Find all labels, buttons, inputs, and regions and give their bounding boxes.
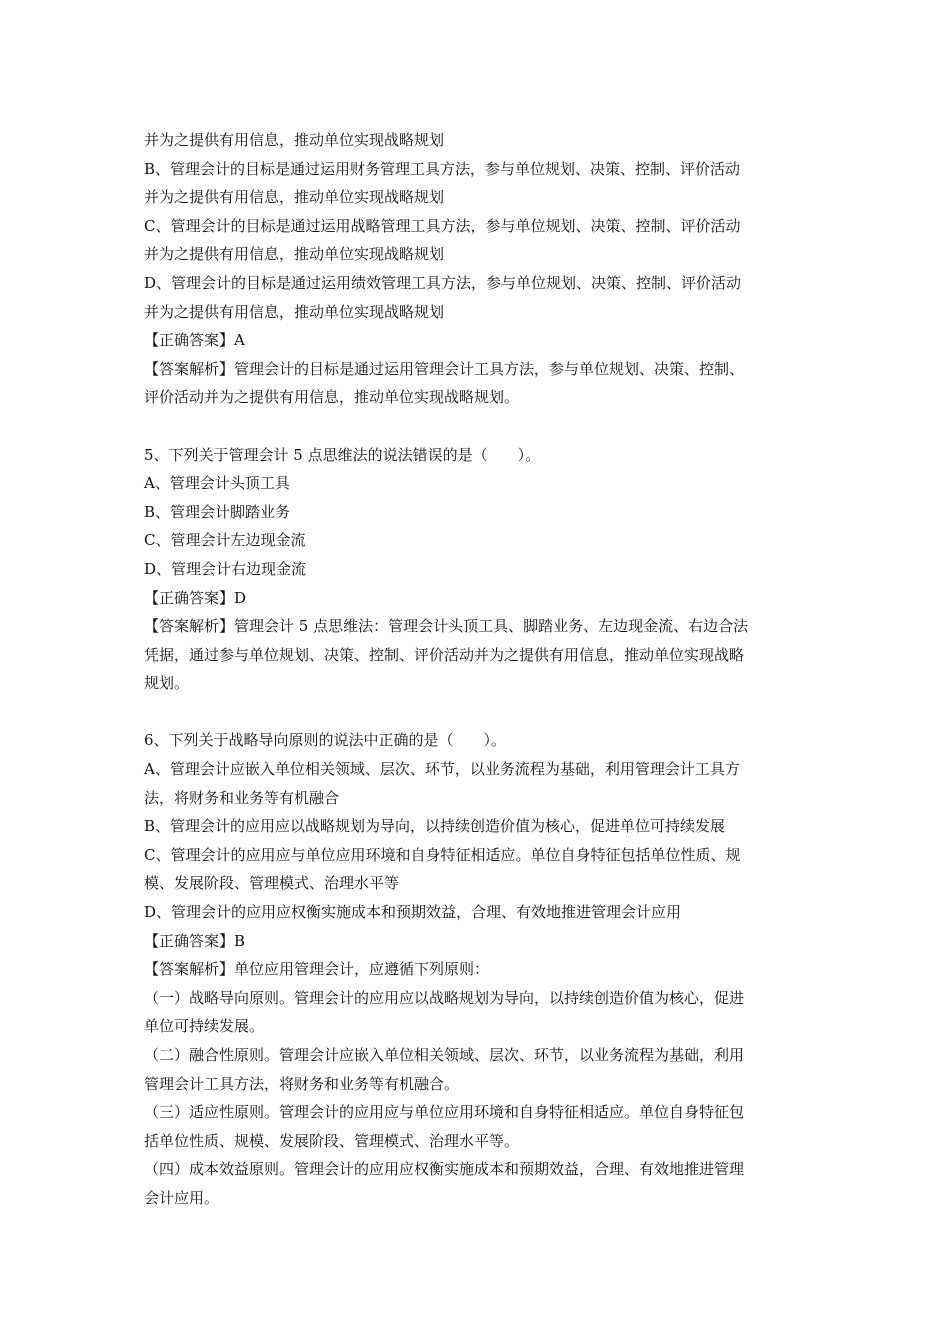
answer-explanation: 【答案解析】单位应用管理会计，应遵循下列原则：	[144, 960, 490, 979]
correct-answer: 【正确答案】B	[144, 931, 246, 950]
question-4-continued	[144, 126, 814, 412]
answer-explanation-continuation: 评价活动并为之提供有用信息，推动单位实现战略规划。	[144, 388, 520, 407]
principle-3-continuation: 括单位性质、规模、发展阶段、管理模式、治理水平等。	[144, 1131, 520, 1150]
option-a-continuation: 法，将财务和业务等有机融合	[144, 788, 340, 807]
document-page	[144, 126, 814, 1213]
principle-4: （四）成本效益原则。管理会计的应用应权衡实施成本和预期效益，合理、有效地推进管理	[144, 1160, 745, 1179]
option-c: C、管理会计的应用应与单位应用环境和自身特征相适应。单位自身特征包括单位性质、规	[144, 845, 741, 864]
option-a-continuation: 并为之提供有用信息，推动单位实现战略规划	[144, 131, 445, 149]
option-c: C、管理会计的目标是通过运用战略管理工具方法，参与单位规划、决策、控制、评价活动	[144, 216, 741, 235]
option-b: B、管理会计的目标是通过运用财务管理工具方法，参与单位规划、决策、控制、评价活动	[144, 159, 741, 178]
answer-explanation-continuation: 规划。	[144, 674, 190, 693]
option-c-continuation: 并为之提供有用信息，推动单位实现战略规划	[144, 245, 445, 264]
option-d: D、管理会计的应用应权衡实施成本和预期效益，合理、有效地推进管理会计应用	[144, 903, 682, 922]
correct-answer: 【正确答案】A	[144, 331, 245, 350]
principle-3: （三）适应性原则。管理会计的应用应与单位应用环境和自身特征相适应。单位自身特征包	[144, 1103, 745, 1122]
option-d: D、管理会计的目标是通过运用绩效管理工具方法，参与单位规划、决策、控制、评价活动	[144, 273, 742, 292]
option-c: C、管理会计左边现金流	[144, 531, 306, 550]
spacer	[144, 412, 814, 441]
option-a: A、管理会计头顶工具	[144, 474, 290, 493]
option-c-continuation: 模、发展阶段、管理模式、治理水平等	[144, 874, 400, 893]
principle-4-continuation: 会计应用。	[144, 1188, 220, 1207]
option-d-continuation: 并为之提供有用信息，推动单位实现战略规划	[144, 302, 445, 321]
question-6	[144, 726, 814, 1212]
option-b: B、管理会计的应用应以战略规划为导向，以持续创造价值为核心，促进单位可持续发展	[144, 817, 726, 836]
option-b: B、管理会计脚踏业务	[144, 502, 291, 521]
spacer	[144, 698, 814, 727]
principle-1: （一）战略导向原则。管理会计的应用应以战略规划为导向，以持续创造价值为核心，促进	[144, 988, 745, 1007]
option-d: D、管理会计右边现金流	[144, 559, 307, 578]
answer-explanation-continuation: 凭据，通过参与单位规划、决策、控制、评价活动并为之提供有用信息，推动单位实现战略	[144, 645, 745, 664]
question-stem: 6、下列关于战略导向原则的说法中正确的是（ ）。	[144, 731, 507, 750]
option-a: A、管理会计应嵌入单位相关领域、层次、环节，以业务流程为基础，利用管理会计工具方	[144, 760, 740, 779]
principle-2-continuation: 管理会计工具方法，将财务和业务等有机融合。	[144, 1074, 460, 1093]
correct-answer: 【正确答案】D	[144, 588, 247, 607]
question-stem: 5、下列关于管理会计 5 点思维法的说法错误的是（ ）。	[144, 445, 541, 464]
answer-explanation: 【答案解析】管理会计 5 点思维法：管理会计头顶工具、脚踏业务、左边现金流、右边合法	[144, 617, 749, 636]
answer-explanation: 【答案解析】管理会计的目标是通过运用管理会计工具方法，参与单位规划、决策、控制、	[144, 359, 745, 378]
principle-1-continuation: 单位可持续发展。	[144, 1017, 265, 1036]
question-5	[144, 441, 814, 698]
principle-2: （二）融合性原则。管理会计应嵌入单位相关领域、层次、环节，以业务流程为基础，利用	[144, 1046, 745, 1064]
option-b-continuation: 并为之提供有用信息，推动单位实现战略规划	[144, 188, 445, 207]
